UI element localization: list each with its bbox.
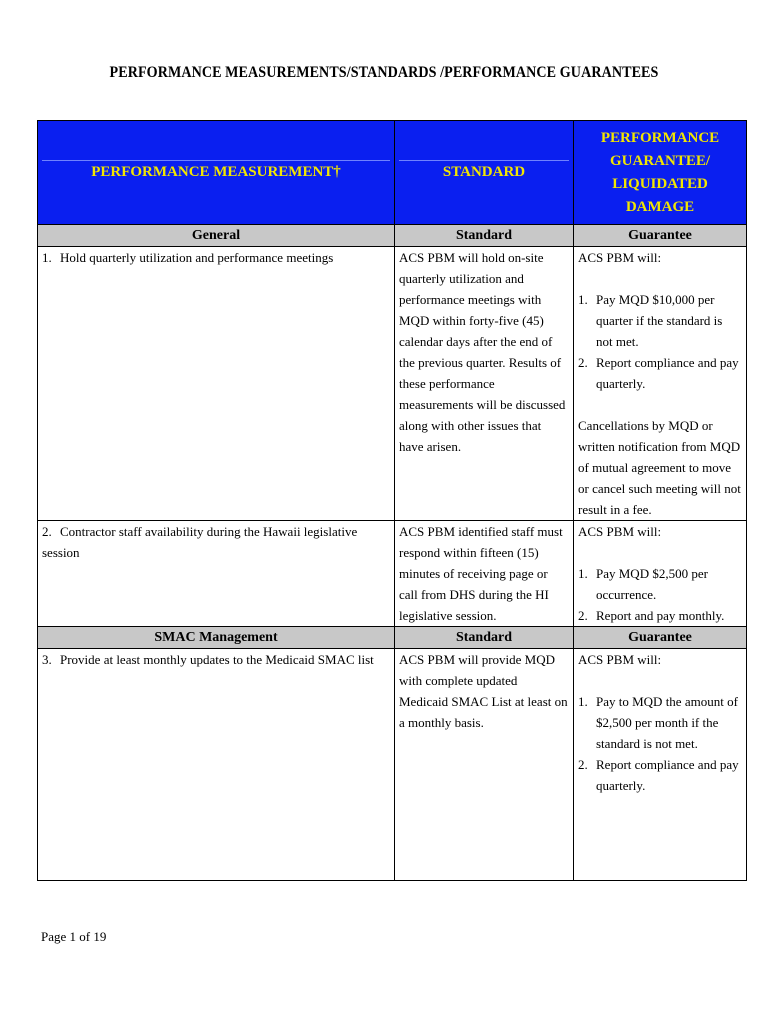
list-item: 2. Report and pay monthly. bbox=[578, 608, 725, 623]
header-standard: STANDARD bbox=[395, 121, 574, 225]
table-header-row bbox=[38, 121, 747, 225]
page-number: Page 1 of 19 bbox=[41, 929, 107, 944]
section-standard-label: Standard bbox=[395, 627, 574, 649]
section-guarantee-label: Guarantee bbox=[574, 225, 747, 247]
standard-cell: ACS PBM identified staff must respond within fifteen (15) minutes of receiving page or call from DHS during the HI legislative session. bbox=[395, 521, 574, 627]
list-item: 1. Pay MQD $10,000 per quarter if the standard is not met. bbox=[578, 292, 723, 349]
page-title: PERFORMANCE MEASUREMENTS/STANDARDS /PERFORMANCE GUARANTEES bbox=[109, 64, 659, 81]
guarantee-cell: ACS PBM will: 1. Pay MQD $10,000 per quarter if the standard is not met. 2. Report compliance and pay quarterly. Cancellations by MQD or written notification from MQD of mutual agreement to move or cancel such meeting will not result in a fee. bbox=[574, 247, 747, 521]
measurement-cell: 1. Hold quarterly utilization and performance meetings bbox=[38, 247, 395, 521]
table-row bbox=[38, 247, 747, 521]
section-guarantee-label: Guarantee bbox=[574, 627, 747, 649]
list-item: 2. Report compliance and pay quarterly. bbox=[578, 355, 739, 391]
table-row bbox=[38, 649, 747, 881]
guarantee-note: Cancellations by MQD or written notification from MQD of mutual agreement to move or cancel such meeting will not result in a fee. bbox=[578, 418, 741, 517]
section-label: SMAC Management bbox=[38, 627, 395, 649]
section-label: General bbox=[38, 225, 395, 247]
measurement-cell: 2. Contractor staff availability during the Hawaii legislative session bbox=[38, 521, 395, 627]
guarantee-cell: ACS PBM will: 1. Pay MQD $2,500 per occurrence. 2. Report and pay monthly. bbox=[574, 521, 747, 627]
section-header-smac-management bbox=[38, 627, 747, 649]
measurement-cell: 3. Provide at least monthly updates to the Medicaid SMAC list bbox=[38, 649, 395, 881]
standard-cell: ACS PBM will hold on-site quarterly utilization and performance meetings with MQD within forty-five (45) calendar days after the end of the previous quarter. Results of these performance measurements will be discussed along with other issues that have arisen. bbox=[395, 247, 574, 521]
header-performance-measurement: PERFORMANCE MEASUREMENT† bbox=[38, 121, 395, 225]
header-guarantee: PERFORMANCE GUARANTEE/ LIQUIDATED DAMAGE bbox=[574, 121, 747, 225]
list-item: 1. Pay to MQD the amount of $2,500 per month if the standard is not met. bbox=[578, 694, 738, 751]
list-item: 2. Report compliance and pay quarterly. bbox=[578, 757, 739, 793]
guarantee-cell: ACS PBM will: 1. Pay to MQD the amount of $2,500 per month if the standard is not met. 2. Report compliance and pay quarterly. bbox=[574, 649, 747, 881]
list-item: 1. Pay MQD $2,500 per occurrence. bbox=[578, 566, 708, 602]
standard-cell: ACS PBM will provide MQD with complete updated Medicaid SMAC List at least on a monthly basis. bbox=[395, 649, 574, 881]
section-header-general bbox=[38, 225, 747, 247]
table-row bbox=[38, 521, 747, 627]
performance-table bbox=[37, 120, 747, 881]
section-standard-label: Standard bbox=[395, 225, 574, 247]
